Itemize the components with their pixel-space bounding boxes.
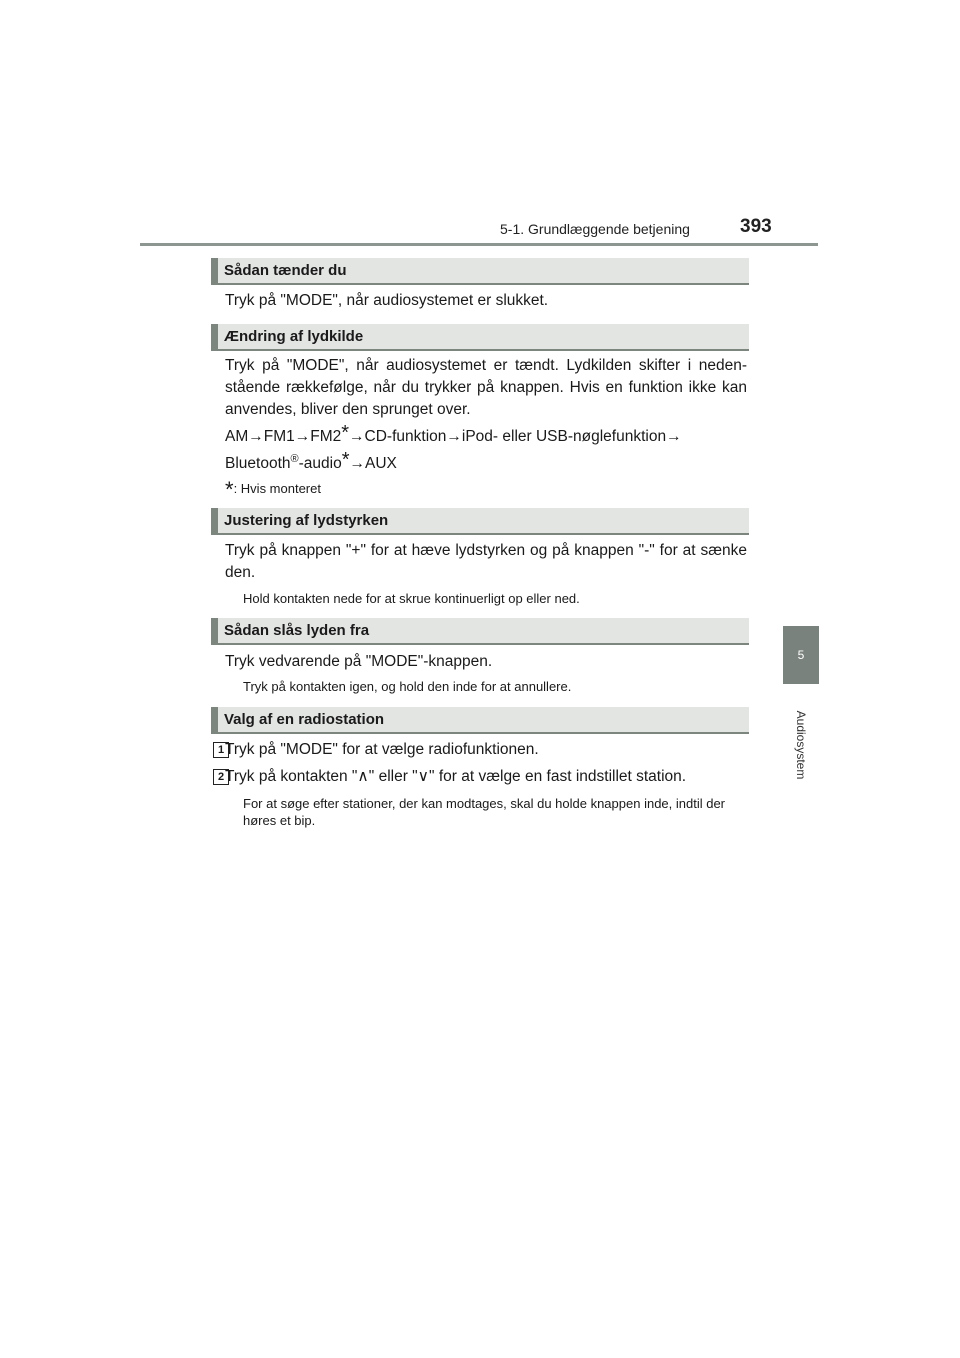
heading-mute (211, 618, 749, 645)
heading-radio (211, 707, 749, 734)
heading-text: Sådan slås lyden fra (224, 622, 370, 639)
source-sequence-line-2 (225, 448, 747, 475)
step-number-1: 1 (213, 742, 229, 758)
arrow-icon: → (446, 428, 462, 445)
seq-cd: CD-funktion (364, 428, 447, 445)
arrow-icon: → (349, 428, 365, 445)
arrow-icon: → (294, 428, 311, 445)
volume-text: Tryk på knappen "+" for at hæve lydstyrken og på knappen "-" for at sænke den. (225, 542, 747, 581)
page-number: 393 (740, 216, 772, 237)
seq-bluetooth: Bluetooth (225, 455, 291, 473)
chapter-label: Audiosystem (794, 710, 808, 780)
header-divider (140, 243, 818, 246)
seq-ipod: iPod- eller USB-nøglefunktion (461, 428, 667, 445)
heading-text: Valg af en radiostation (224, 711, 385, 728)
footnote-text: : Hvis monteret (233, 481, 321, 496)
power-on-text: Tryk på "MODE", når audiosystemet er slukket. (225, 292, 549, 309)
footnote (225, 477, 321, 503)
arrow-icon: → (666, 428, 682, 445)
seq-am: AM (225, 428, 249, 445)
heading-volume (211, 508, 749, 535)
seq-fm2: FM2 (310, 428, 342, 445)
step-number-2: 2 (213, 769, 229, 785)
step-2-text: Tryk på kontakten "∧" eller "∨" for at vælge en fast indstillet station. (225, 768, 687, 785)
volume-note: Hold kontakten nede for at skrue kontinuerligt op eller ned. (243, 591, 580, 606)
heading-change-source (211, 324, 749, 351)
seq-aux: AUX (365, 455, 397, 473)
heading-text: Justering af lydstyrken (224, 512, 389, 529)
seq-audio: -audio (298, 455, 342, 473)
asterisk-icon: * (341, 449, 350, 472)
arrow-icon: → (248, 428, 264, 445)
asterisk-icon: * (341, 422, 350, 444)
registered-icon: ® (290, 453, 299, 465)
asterisk-icon: * (225, 477, 234, 502)
mute-text: Tryk vedvarende på "MODE"-knappen. (225, 653, 493, 670)
heading-text: Ændring af lydkilde (224, 328, 364, 345)
source-sequence-line-1 (225, 422, 747, 448)
step-1-text: Tryk på "MODE" for at vælge radiofunktionen. (225, 741, 539, 758)
seq-fm1: FM1 (263, 428, 295, 445)
mute-note: Tryk på kontakten igen, og hold den inde for at annullere. (243, 679, 572, 694)
change-source-text: Tryk på "MODE", når audiosystemet er tændt. Lydkilden skifter i nedenstående rækkefølge, når du trykker på knappen. Hvis en funktion ikke kan anvendes, bliver den sprunget over. (225, 357, 747, 418)
radio-note: For at søge efter stationer, der kan modtages, skal du holde knappen inde, indtil der høres et bip. (243, 796, 726, 828)
heading-power-on (211, 258, 749, 285)
heading-text: Sådan tænder du (224, 262, 347, 279)
arrow-icon: → (349, 455, 365, 473)
chapter-tab: 5 (783, 626, 819, 684)
section-title: 5-1. Grundlæggende betjening (500, 221, 690, 237)
